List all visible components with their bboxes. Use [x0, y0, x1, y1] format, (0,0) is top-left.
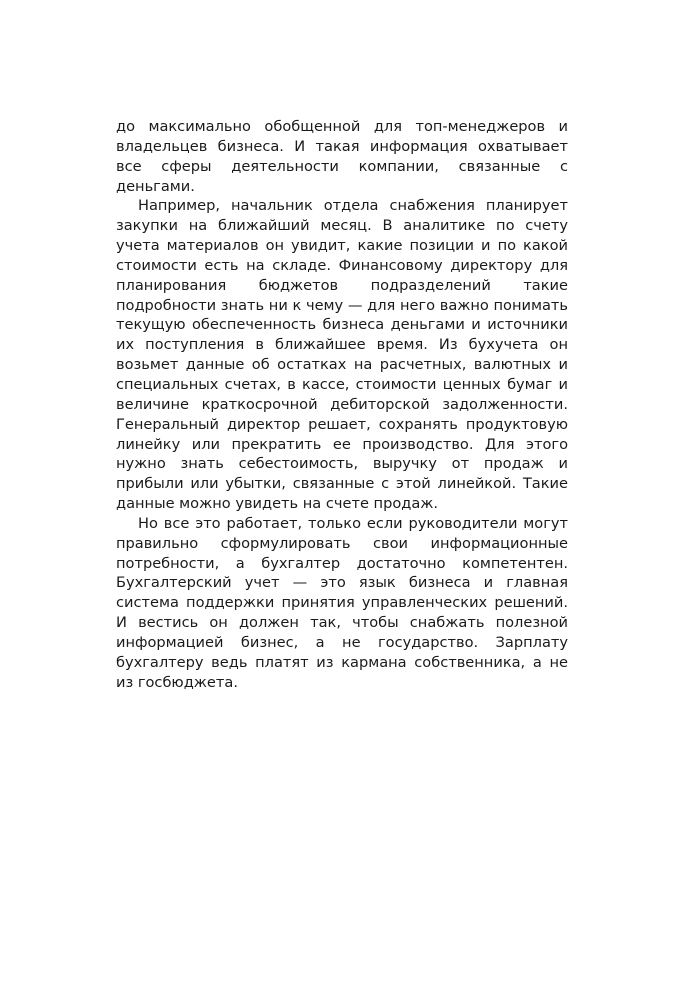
paragraph-2: Например, начальник отдела снабжения планирует закупки на ближайший месяц. В аналитике по счету учета материалов он увидит, какие позиции и по какой стоимости есть на складе. Финансовому директору для планирования бюджетов подразделений такие подробности знать ни к чему — для него важно понимать текущую обеспеченность бизнеса деньгами и источники их поступления в ближайшее время. Из бухучета он возьмет данные об остатках на расчетных, валютных и специальных счетах, в кассе, стоимости ценных бумаг и величине краткосрочной дебиторской задолженности. Генеральный директор решает, сохранять продуктовую линейку или прекратить ее производство. Для этого нужно знать себестоимость, выручку от продаж и прибыли или убытки, связанные с этой линейкой. Такие данные можно увидеть на счете продаж.	[116, 197, 568, 513]
body-text-block	[116, 117, 568, 692]
paragraph-3: Но все это работает, только если руководители могут правильно сформулировать свои информационные потребности, а бухгалтер достаточно компетентен. Бухгалтерский учет — это язык бизнеса и главная система поддержки принятия управленческих решений. И вестись он должен так, чтобы снабжать полезной информацией бизнес, а не государство. Зарплату бухгалтеру ведь платят из кармана собственника, а не из госбюджета.	[116, 514, 568, 691]
paragraph-1: до максимально обобщенной для топ-менеджеров и владельцев бизнеса. И такая информация охватывает все сферы деятельности компании, связанные с деньгами.	[116, 118, 568, 195]
